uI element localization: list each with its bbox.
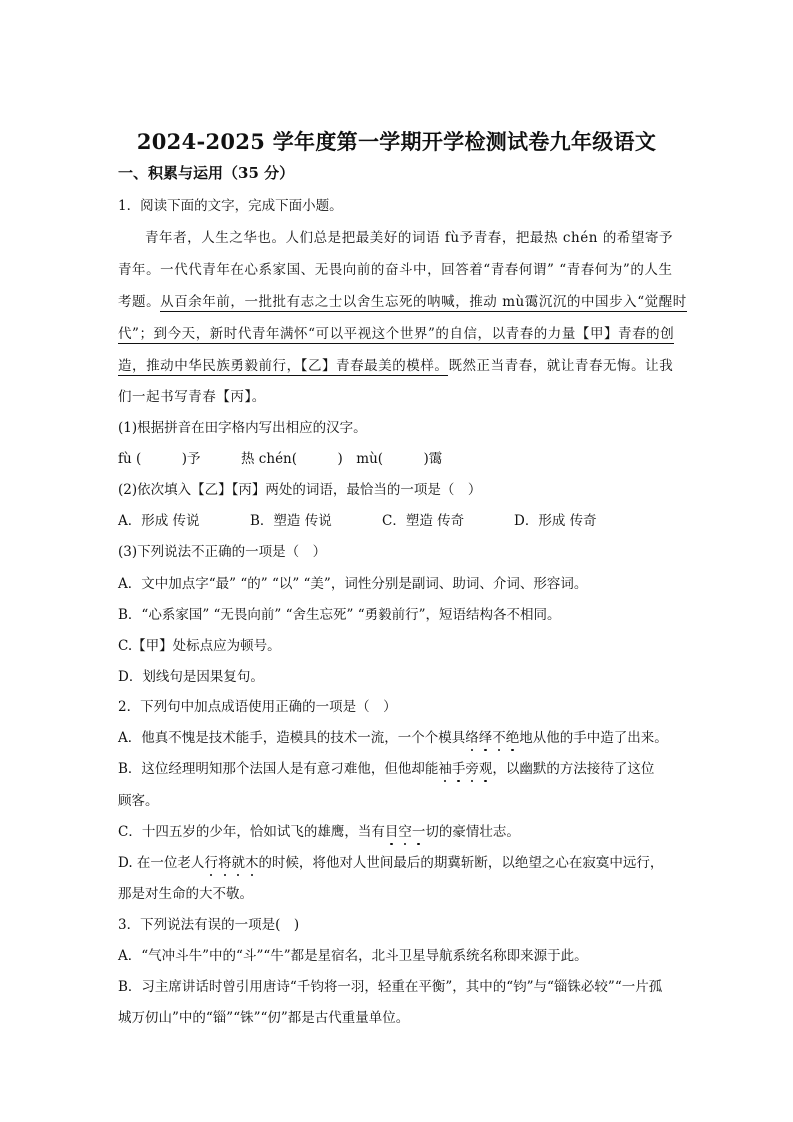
question-2-option-d bbox=[118, 853, 663, 873]
option-c: C．塑造 传奇 bbox=[382, 513, 465, 529]
sub-question-3-option-c: C.【甲】处标点应为顿号。 bbox=[118, 638, 281, 654]
sub-question-3: (3)下列说法不正确的一项是（ ） bbox=[118, 544, 327, 560]
dotted-char: 手 bbox=[451, 761, 466, 777]
option-text: 地从他的手中造了出来。 bbox=[519, 730, 668, 746]
underlined-sentence: 从百余年前，一批批有志之士以舍生忘死的呐喊，推动 mù霭沉沉的中国步入“觉醒时 bbox=[160, 294, 687, 310]
exam-title: 2024-2025 学年度第一学期开学检测试卷九年级语文 bbox=[136, 129, 657, 154]
dotted-char: 空 bbox=[398, 824, 412, 840]
question-2-option-b-cont: 顾客。 bbox=[118, 793, 159, 809]
dotted-char: 一 bbox=[411, 824, 426, 840]
dotted-char: 绎 bbox=[478, 730, 493, 746]
question-3-option-b: B．习主席讲话时曾引用唐诗“千钧将一羽，轻重在平衡”，其中的“钧”与“锱铢必较”“一片孤 bbox=[118, 979, 663, 995]
question-3-option-a: A．“气冲斗牛”中的“斗”“牛”都是星宿名，北斗卫星导航系统名称即来源于此。 bbox=[118, 948, 588, 964]
passage-line-5 bbox=[118, 356, 673, 376]
option-b: B．塑造 传说 bbox=[250, 513, 332, 529]
question-3-stem: 3．下列说法有误的一项是( ) bbox=[118, 917, 300, 933]
underlined-sentence: 造，推动中华民族勇毅前行，【乙】青春最美的模样。 bbox=[118, 358, 449, 374]
dotted-char: 行 bbox=[204, 855, 218, 871]
question-2-stem: 2．下列句中加点成语使用正确的一项是（ ） bbox=[118, 699, 397, 715]
dotted-char: 目 bbox=[384, 824, 399, 840]
sub-question-3-option-d: D．划线句是因果复句。 bbox=[118, 669, 264, 685]
underlined-sentence: 代”；到今天，新时代青年满怀“可以平视这个世界”的自信，以青春的力量【甲】青春的创 bbox=[118, 326, 675, 342]
option-text: 切的豪情壮志。 bbox=[425, 824, 520, 840]
option-text: ，以幽默的方法接待了这位 bbox=[492, 761, 655, 777]
question-2-option-b bbox=[118, 759, 654, 779]
dotted-char: 袖 bbox=[438, 761, 452, 777]
question-2-option-c bbox=[118, 822, 520, 842]
passage-line-2: 青年。一代代青年在心系家国、无畏向前的奋斗中，回答着“青春何谓” “青春何为”的人生 bbox=[118, 262, 673, 278]
question-3-option-b-cont: 城万仞山”中的“锱”“铢”“仞”都是古代重量单位。 bbox=[118, 1010, 410, 1026]
passage-line-6: 们一起书写青春【丙】。 bbox=[118, 389, 266, 405]
question-1-stem: 1．阅读下面的文字，完成下面小题。 bbox=[118, 198, 343, 214]
sub-question-3-option-a: A．文中加点字“最” “的” “以” “美”，词性分别是副词、助词、介词、形容词。 bbox=[118, 576, 588, 592]
option-d: D．形成 传奇 bbox=[514, 513, 597, 529]
dotted-char: 就 bbox=[231, 855, 245, 871]
sub-question-3-option-b: B．“心系家国” “无畏向前” “舍生忘死” “勇毅前行”，短语结构各不相同。 bbox=[118, 607, 561, 623]
dotted-char: 观 bbox=[478, 761, 493, 777]
option-text: C．十四五岁的少年，恰如试飞的雄鹰，当有 bbox=[118, 824, 385, 840]
dotted-char: 将 bbox=[217, 855, 232, 871]
question-2-option-a bbox=[118, 728, 668, 748]
passage-text: 既然正当青春，就让青春无悔。让我 bbox=[448, 358, 674, 374]
option-text: B．这位经理明知那个法国人是有意刁难他，但他却能 bbox=[118, 761, 439, 777]
dotted-char: 绝 bbox=[505, 730, 520, 746]
pinyin-blanks: fù ( )予 热 chén( ) mù( )霭 bbox=[118, 451, 443, 467]
passage-line-1: 青年者，人生之华也。人们总是把最美好的词语 fù予青春，把最热 chén 的希望寄予 bbox=[145, 230, 674, 246]
section-heading: 一、积累与运用（35 分） bbox=[118, 164, 295, 182]
option-text: A．他真不愧是技术能手，造模具的技术一流，一个个模具 bbox=[118, 730, 466, 746]
question-2-option-d-cont: 那是对生命的大不敬。 bbox=[118, 886, 253, 902]
dotted-char: 络 bbox=[465, 730, 479, 746]
dotted-char: 木 bbox=[244, 855, 259, 871]
sub-question-2: (2)依次填入【乙】【丙】两处的词语，最恰当的一项是（ ） bbox=[118, 482, 482, 498]
passage-line-4 bbox=[118, 324, 674, 344]
sub-question-1: (1)根据拼音在田字格内写出相应的汉字。 bbox=[118, 420, 367, 436]
passage-text: 考题。 bbox=[118, 294, 161, 310]
dotted-char: 旁 bbox=[465, 761, 479, 777]
passage-line-3 bbox=[118, 292, 687, 312]
dotted-char: 不 bbox=[492, 730, 506, 746]
option-a: A．形成 传说 bbox=[118, 513, 200, 529]
sub-question-2-options bbox=[118, 511, 646, 531]
option-text: D. 在一位老人 bbox=[118, 855, 205, 871]
option-text: 的时候，将他对人世间最后的期冀斩断，以绝望之心在寂寞中远行， bbox=[258, 855, 664, 871]
